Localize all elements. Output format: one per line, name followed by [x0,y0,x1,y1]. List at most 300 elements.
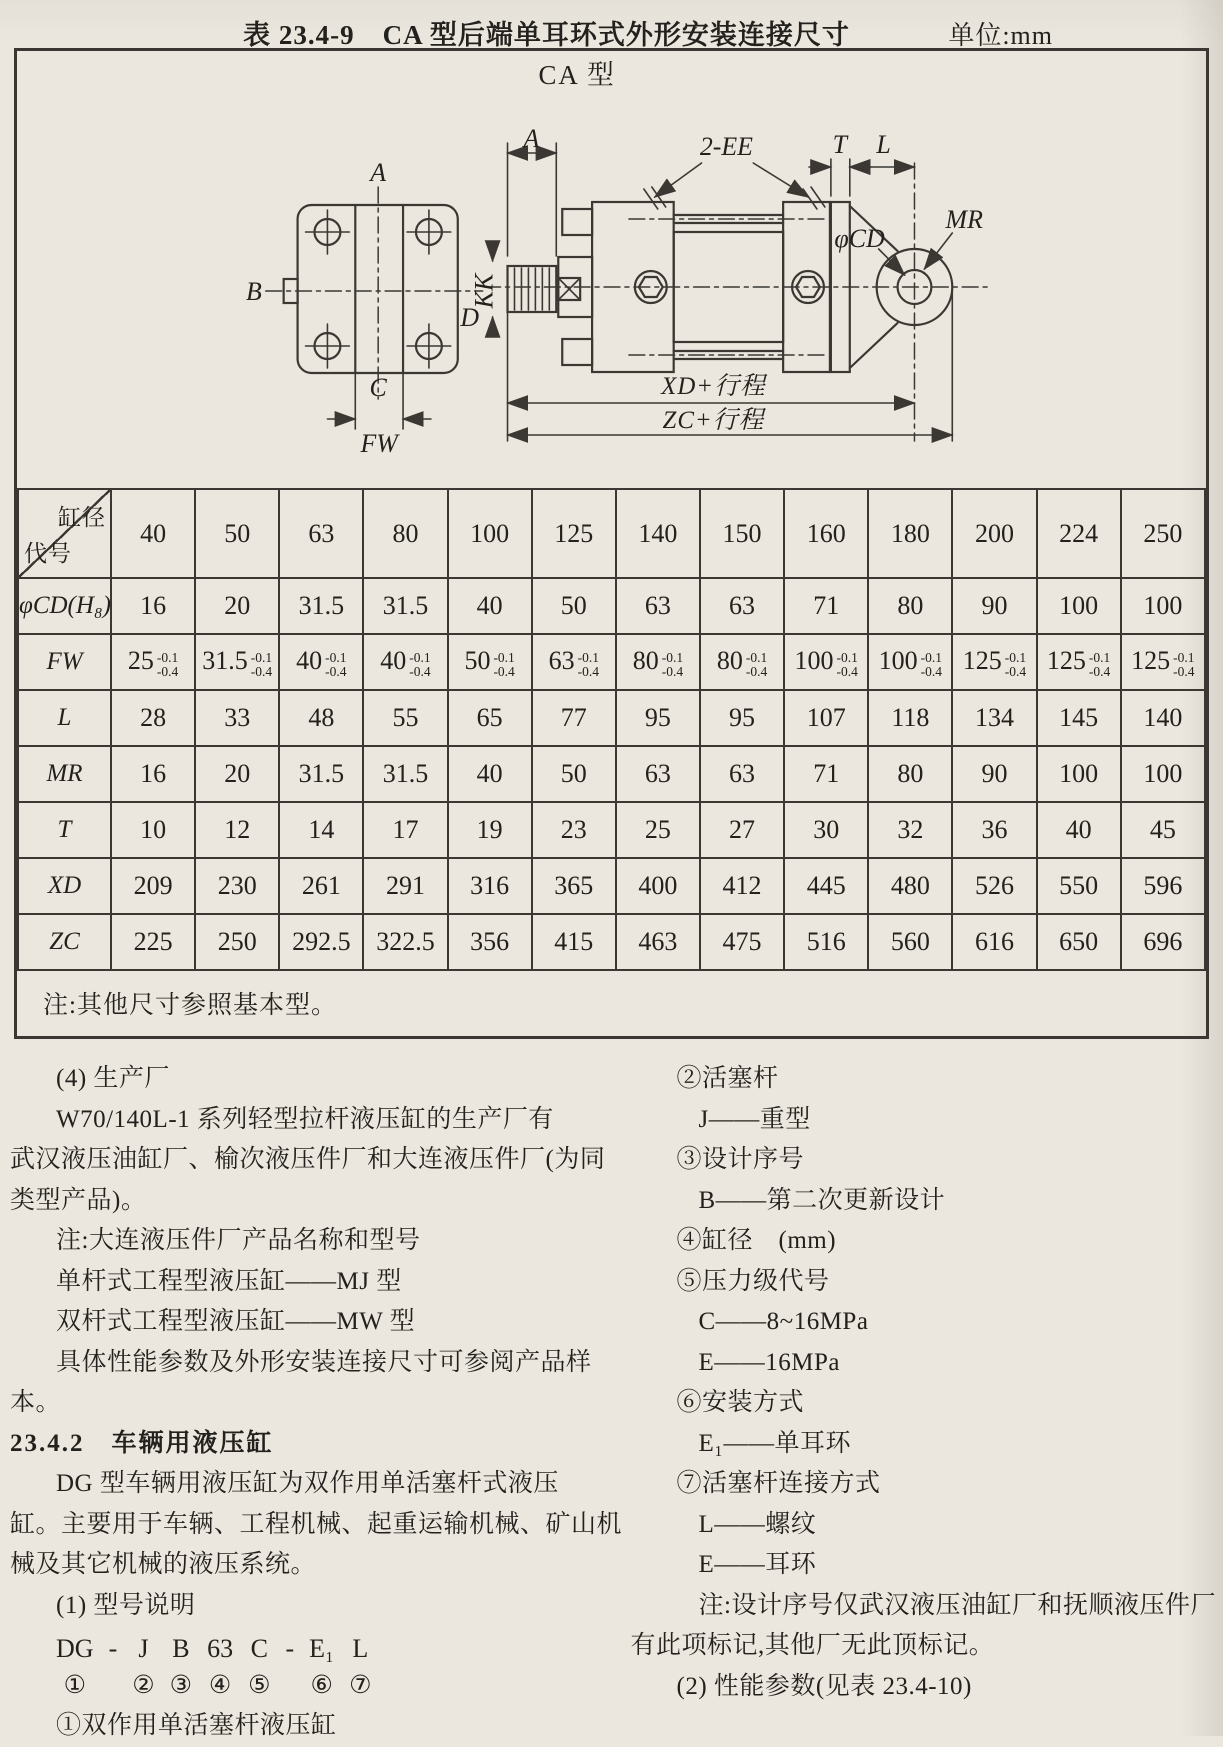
dimension-value-cell [532,578,616,634]
text-line: 类型产品)。 [10,1186,147,1214]
dim-label-kk: KK [469,273,499,309]
model-code: C [250,1634,268,1663]
dim-label-t: T [832,129,848,160]
dimension-value-cell [1121,690,1205,746]
table-row [18,634,1205,690]
model-code: L [352,1634,369,1663]
row-label: φCD(H₈) [18,578,111,634]
dim-label-d: D [460,302,480,333]
dimension-table [17,488,1206,971]
dimension-value-cell [616,578,700,634]
dimension-table-head [18,489,1205,578]
dimension-value: 63 [729,591,756,620]
dimension-value: 16 [140,591,167,620]
dimension-value-cell [784,634,868,690]
dimension-value-cell [111,746,195,802]
tolerance-upper: -0.1 [1173,649,1195,665]
tolerance-lower: -0.4 [836,663,858,679]
model-item [207,1630,233,1704]
text-line: (1) 型号说明 [56,1591,196,1619]
model-item [109,1630,118,1704]
model-item [170,1630,192,1704]
text-line: ③设计序号 [676,1146,805,1173]
dimension-value-cell [111,578,195,634]
text-line: C——8~16MPa [698,1308,869,1335]
dimension-value-cell [111,914,195,970]
bore-header-cell: 100 [448,489,532,578]
dimension-value-cell [448,746,532,802]
dimension-value: 125 [1046,646,1086,676]
dimension-value-cell [952,746,1036,802]
dimension-value-cell [1121,858,1205,914]
dimension-value-cell [784,914,868,970]
text-line: ②活塞杆 [676,1065,779,1092]
dimension-value-cell [616,802,700,858]
tolerance-lower: -0.4 [409,663,431,679]
tolerance-upper: -0.1 [325,649,347,665]
dimension-value-cell [279,634,363,690]
dimension-value: 445 [806,871,846,900]
dimension-value: 292.5 [292,927,351,956]
cylinder-technical-drawing [17,51,1206,488]
dimension-value: 19 [476,815,503,844]
bore-header-cell: 180 [868,489,952,578]
dimension-value: 550 [1059,871,1099,900]
figure-and-table-box [14,48,1209,1039]
text-line: 具体性能参数及外形安装连接尺寸可参阅产品样 [56,1348,592,1376]
dimension-value: 80 [716,646,743,676]
dimension-value-cell [616,914,700,970]
dimension-value: 356 [470,927,510,956]
tolerance-stack [409,651,430,679]
tolerance-lower: -0.4 [1004,663,1027,679]
dimension-value: 463 [638,927,678,956]
dimension-value: 14 [308,815,335,844]
dimension-value: 36 [981,815,1008,844]
dimension-value: 71 [813,591,840,620]
dimension-value: 50 [560,759,587,788]
dimension-value: 90 [981,591,1008,620]
dimension-value-cell [363,914,447,970]
dimension-value-cell [532,802,616,858]
dimension-value-cell [448,802,532,858]
tolerance-upper: -0.1 [409,649,431,665]
dimension-value-cell [363,690,447,746]
model-designation-line [10,1630,615,1704]
tolerance-stack [1005,651,1026,679]
dimension-value: 40 [380,646,407,676]
dimension-value: 28 [140,703,167,732]
text-column-right [615,1059,1220,1747]
dimension-value: 40 [476,759,503,788]
dimension-value-cell [700,634,784,690]
dimension-value-cell [448,690,532,746]
dimension-value: 100 [878,646,918,676]
dimension-value: 526 [974,871,1014,900]
dimension-value-cell [700,858,784,914]
dim-label-c: C [369,372,387,403]
dimension-value-cell [363,802,447,858]
model-item-number: ① [63,1672,86,1699]
model-item [286,1630,295,1704]
dimension-value-cell [532,746,616,802]
dimension-value-cell [952,914,1036,970]
tolerance-lower: -0.4 [156,663,179,679]
table-row [18,914,1205,970]
dimension-value: 65 [476,703,503,732]
model-item [132,1630,154,1704]
dimension-value-cell [1037,690,1121,746]
model-item-number: ② [132,1672,155,1699]
dimension-value-cell [700,802,784,858]
tolerance-upper: -0.1 [661,649,684,665]
dimension-value: 322.5 [376,927,435,956]
tolerance-upper: -0.1 [920,649,943,665]
dimension-value: 50 [560,591,587,620]
dimension-value-cell [784,802,868,858]
dimension-value-cell [1037,914,1121,970]
dimension-value: 125 [962,646,1002,676]
dimension-value-cell [279,802,363,858]
bore-header-cell: 80 [363,489,447,578]
tolerance-upper: -0.1 [493,649,515,665]
two-column-text [0,1039,1223,1747]
dimension-value-cell [616,690,700,746]
dimension-value-cell [1037,578,1121,634]
dimension-value: 80 [897,759,924,788]
dimension-value-cell [195,746,279,802]
dimension-value: 30 [813,815,840,844]
dimension-value-cell [532,634,616,690]
dimension-value-cell [1121,634,1205,690]
dimension-value: 17 [392,815,419,844]
dimension-value-cell [111,634,195,690]
tolerance-stack [662,651,683,679]
dimension-value: 31.5 [298,759,345,788]
dimension-value: 316 [470,871,510,900]
dimension-value: 291 [385,871,425,900]
dimension-value-cell [195,914,279,970]
dimension-value: 50 [464,646,491,676]
dimension-value: 95 [729,703,756,732]
model-code: B [172,1634,190,1663]
dimension-value-cell [279,858,363,914]
dimension-value-cell [952,858,1036,914]
dimension-value: 80 [632,646,659,676]
tolerance-stack [921,651,942,679]
dimension-value: 107 [806,703,846,732]
dimension-value-cell [700,914,784,970]
dimension-value: 412 [722,871,762,900]
text-line: (2) 性能参数(见表 23.4-10) [676,1672,972,1700]
bore-header-cell: 200 [952,489,1036,578]
dimension-value: 27 [729,815,756,844]
dimension-value: 31.5 [382,759,429,788]
model-item [248,1630,270,1704]
dimension-value: 415 [554,927,594,956]
dimension-value-cell [363,634,447,690]
dimension-value: 100 [1059,591,1099,620]
dimension-value-cell [616,858,700,914]
dim-label-2ee: 2-EE [699,131,753,162]
tolerance-stack [746,651,767,679]
dimension-value: 209 [133,871,173,900]
dimension-value-cell [868,914,952,970]
dimension-value-cell [868,858,952,914]
dimension-value: 100 [794,646,834,676]
dimension-value-cell [279,914,363,970]
text-line: B——第二次更新设计 [698,1186,946,1214]
dim-label-cd: φCD [834,223,885,254]
dimension-value: 400 [638,871,678,900]
row-label: T [18,802,111,858]
dimension-value: 480 [890,871,930,900]
dimension-value: 40 [1065,815,1092,844]
dimension-value: 365 [554,871,594,900]
dimension-value-cell [363,746,447,802]
tolerance-stack [578,651,599,679]
dimension-value-cell [111,802,195,858]
dimension-value-cell [1037,634,1121,690]
dimension-value: 145 [1059,703,1099,732]
table-row [18,858,1205,914]
dimension-value: 31.5 [298,591,345,620]
text-line: 单杆式工程型液压缸——MJ 型 [56,1267,402,1295]
table-note: 注:其他尺寸参照基本型。 [43,992,337,1019]
dimension-value-cell [1121,578,1205,634]
table-header-row [18,489,1205,578]
dimension-value-cell [1037,802,1121,858]
dimension-value-cell [868,746,952,802]
tolerance-stack [837,651,858,679]
text-line: E₁——单耳环 [698,1429,851,1457]
dimension-value-cell [279,690,363,746]
model-item-number: ③ [169,1672,193,1699]
text-line: 武汉液压油缸厂、榆次液压件厂和大连液压件厂(为同 [10,1146,606,1173]
tolerance-lower: -0.4 [661,663,684,679]
dimension-value-cell [868,802,952,858]
dimension-value-cell [195,690,279,746]
dimension-value-cell [1037,746,1121,802]
dimension-value-cell [111,858,195,914]
dimension-value: 77 [560,703,587,732]
tolerance-stack [1173,651,1194,679]
model-item-number: ④ [208,1672,232,1699]
bore-header-cell: 224 [1037,489,1121,578]
dimension-value: 48 [308,703,335,732]
tolerance-stack [157,651,178,679]
text-line: W70/140L-1 系列轻型拉杆液压缸的生产厂有 [56,1105,554,1133]
model-code: 63 [207,1634,234,1663]
dimension-value-cell [700,746,784,802]
dimension-value: 20 [224,591,251,620]
dimension-value: 63 [548,646,575,676]
dimension-value-cell [279,746,363,802]
bore-header-cell: 125 [532,489,616,578]
text-line: DG 型车辆用液压缸为双作用单活塞杆式液压 [56,1470,559,1497]
dimension-value-cell [700,690,784,746]
table-corner-cell [18,489,111,578]
dimension-value: 100 [1059,759,1099,788]
dimension-value: 100 [1143,591,1183,620]
bore-header-cell: 40 [111,489,195,578]
dimension-value: 125 [1131,646,1171,676]
dimension-value-cell [1121,802,1205,858]
dimension-value-cell [195,634,279,690]
text-line: 注:设计序号仅武汉液压油缸厂和抚顺液压件厂 [698,1591,1216,1619]
dimension-value: 230 [217,871,257,900]
model-item [309,1630,334,1704]
bore-header-cell: 50 [195,489,279,578]
figure-title: CA 型 [538,59,616,91]
dimension-value: 100 [1143,759,1183,788]
table-row [18,578,1205,634]
dimension-value-cell [616,634,700,690]
dimension-value: 261 [301,871,341,900]
dimension-value-cell [868,578,952,634]
dim-label-l: L [876,129,891,160]
dimension-value: 20 [224,759,251,788]
bore-header-cell: 63 [279,489,363,578]
dimension-value: 80 [897,591,924,620]
model-item [56,1630,94,1704]
tolerance-upper: -0.1 [250,649,273,665]
text-line: ⑥安装方式 [676,1389,805,1416]
dimension-value-cell [448,634,532,690]
model-code: - [108,1634,118,1663]
dimension-value: 134 [974,703,1014,732]
dimension-value-cell [532,690,616,746]
row-label: FW [18,634,111,690]
dim-label-fw: FW [360,428,398,459]
dimension-value-cell [363,858,447,914]
dimension-value: 616 [974,927,1014,956]
dimension-value: 25 [127,646,154,676]
tolerance-stack [1089,651,1110,679]
dimension-value-cell [448,578,532,634]
dimension-value-cell [448,914,532,970]
row-label: L [18,690,111,746]
tolerance-stack [325,651,346,679]
dimension-value: 650 [1059,927,1099,956]
text-line: 注:大连液压件厂产品名称和型号 [56,1227,421,1254]
tolerance-lower: -0.4 [493,663,515,679]
dim-label-mr: MR [945,204,983,235]
dimension-value-cell [1121,746,1205,802]
dimension-value: 40 [296,646,323,676]
tolerance-upper: -0.1 [577,649,599,665]
text-line: 有此项标记,其他厂无此顶标记。 [630,1632,995,1659]
dimension-value-cell [195,802,279,858]
text-line: E——16MPa [698,1348,840,1376]
tolerance-lower: -0.4 [1088,663,1111,679]
dimension-value: 516 [806,927,846,956]
text-line: J——重型 [698,1105,811,1133]
text-line: 本。 [10,1389,62,1416]
corner-label-code: 代号 [24,541,72,566]
corner-label-bore: 缸径 [58,505,106,530]
dimension-value: 31.5 [202,646,248,676]
model-item-number: ⑦ [349,1672,372,1699]
dimension-value: 12 [224,815,251,844]
dimension-value: 560 [890,927,930,956]
model-code: DG [56,1634,94,1663]
tolerance-lower: -0.4 [1173,663,1195,679]
dimension-value: 90 [981,759,1008,788]
dim-label-b: B [245,276,262,307]
dimension-value-cell [195,858,279,914]
dimension-value: 10 [140,815,167,844]
tolerance-lower: -0.4 [745,663,768,679]
dim-label-zc-stroke: ZC+行程 [662,406,765,435]
model-item-number: ⑥ [310,1672,333,1699]
text-line: E——耳环 [698,1551,817,1578]
dimension-value-cell [1037,858,1121,914]
row-label: XD [18,858,111,914]
dimension-value-cell [952,802,1036,858]
bore-header-cell: 250 [1121,489,1205,578]
dimension-value-cell [532,914,616,970]
dimension-value: 31.5 [382,591,429,620]
model-code: - [285,1634,295,1663]
dim-label-a-front: A [370,157,387,188]
row-label: MR [18,746,111,802]
text-line: ④缸径 (mm) [676,1227,837,1254]
dimension-value: 25 [644,815,671,844]
unit-label: 单位:mm [948,21,1053,50]
dimension-value-cell [195,578,279,634]
dimension-value-cell [784,858,868,914]
dimension-value-cell [952,690,1036,746]
dimension-value: 696 [1143,927,1183,956]
dimension-value: 45 [1149,815,1176,844]
text-line: 双杆式工程型液压缸——MW 型 [56,1308,416,1335]
dimension-value: 63 [729,759,756,788]
dimension-value: 95 [644,703,671,732]
dimension-value: 16 [140,759,167,788]
dimension-value: 250 [217,927,257,956]
text-line: ①双作用单活塞杆液压缸 [56,1712,337,1739]
text-line: 械及其它机械的液压系统。 [10,1551,317,1578]
dimension-value: 32 [897,815,924,844]
dimension-value: 475 [722,927,762,956]
tolerance-upper: -0.1 [1088,649,1111,665]
table-caption: 表 23.4-9 CA 型后端单耳环式外形安装连接尺寸 [243,20,850,50]
model-item-number: ⑤ [248,1672,271,1699]
dimension-value: 140 [1143,703,1183,732]
dimension-value-cell [868,690,952,746]
text-line: (4) 生产厂 [56,1065,170,1092]
bore-header-cell: 160 [784,489,868,578]
dimension-value-cell [952,578,1036,634]
tolerance-lower: -0.4 [577,663,599,679]
dimension-value: 596 [1143,871,1183,900]
tolerance-upper: -0.1 [745,649,768,665]
dimension-value-cell [616,746,700,802]
dimension-value-cell [952,634,1036,690]
tolerance-lower: -0.4 [325,663,347,679]
model-code: J [138,1634,149,1663]
dimension-value-cell [700,578,784,634]
dimension-table-body [18,578,1205,970]
bore-header-cell: 140 [616,489,700,578]
dimension-value-cell [448,858,532,914]
text-column-left [10,1059,623,1747]
caption-row [0,0,1223,50]
tolerance-stack [251,651,272,679]
tolerance-stack [493,651,514,679]
table-row [18,802,1205,858]
